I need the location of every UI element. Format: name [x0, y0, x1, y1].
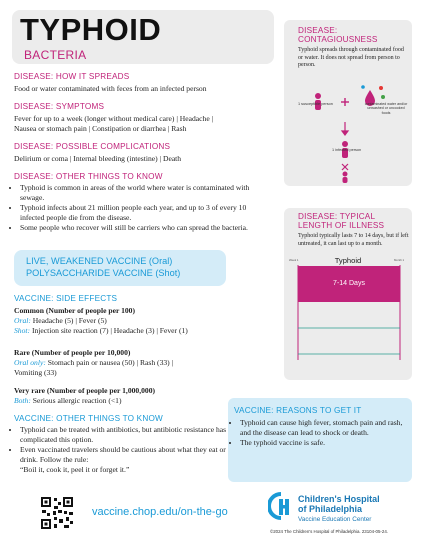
common-oral-text: Headache (5) | Fever (5)	[32, 316, 107, 325]
disease-other-list	[8, 183, 256, 234]
month-label: Month 1	[394, 258, 405, 262]
plus-icon	[341, 98, 349, 106]
title-box	[12, 10, 274, 64]
common-title: Common (Number of people per 100)	[14, 306, 135, 315]
copyright: ©2024 The Children's Hospital of Philadelphia. 23104-05-24.	[270, 529, 388, 534]
reasons-heading: VACCINE: REASONS TO GET IT	[234, 406, 362, 415]
illness-duration-label: 7-14 Days	[333, 280, 365, 287]
footer-url[interactable]: vaccine.chop.edu/on-the-go	[92, 506, 228, 518]
very-rare-line	[14, 396, 121, 406]
side-effects-heading: VACCINE: SIDE EFFECTS	[14, 294, 118, 303]
vaccine-type-shot: POLYSACCHARIDE VACCINE (Shot)	[26, 268, 181, 278]
common-oral-line	[14, 316, 107, 326]
reasons-list	[228, 418, 410, 449]
list-item: • Typhoid infects about 21 million people each year, and up to 3 of every 10 infected people die from the disease.	[20, 203, 256, 222]
label-infected: 1 infected person	[332, 148, 362, 152]
contagious-panel	[284, 20, 412, 186]
disease-other-heading: DISEASE: OTHER THINGS TO KNOW	[14, 172, 163, 181]
person-icon	[343, 172, 348, 184]
symptoms-line-2: Nausea or stomach pain | Constipation or diarrhea | Rash	[14, 124, 187, 133]
contagious-heading-1: DISEASE:	[298, 26, 338, 35]
label-water: contaminated water and/or unwashed or uncooked foods	[364, 102, 408, 115]
page-title: TYPHOID	[20, 12, 162, 47]
org-center: Vaccine Education Center	[298, 516, 372, 523]
qr-code-icon	[40, 496, 74, 530]
chop-logo-icon	[268, 492, 294, 522]
illness-text: Typhoid typically lasts 7 to 14 days, but if left untreated, it can last up to a month.	[298, 233, 409, 247]
vaccine-type-box	[14, 250, 226, 286]
no-spread-icon	[342, 164, 348, 170]
very-rare-text: Serious allergic reaction (<1)	[32, 396, 122, 405]
rare-title: Rare (Number of people per 10,000)	[14, 348, 131, 357]
rare-text-2: Vomiting (33)	[14, 368, 57, 377]
both-label: Both:	[14, 396, 31, 405]
vaccine-other-heading: VACCINE: OTHER THINGS TO KNOW	[14, 414, 163, 423]
vaccine-other-list	[8, 425, 234, 465]
vaccine-quote: “Boil it, cook it, peel it or forget it.”	[20, 465, 130, 474]
symptoms-line-1: Fever for up to a week (longer without medical care) | Headache |	[14, 114, 214, 123]
contagious-text: Typhoid spreads through contaminated food or water. It does not spread from person to person.	[298, 47, 404, 69]
common-shot-text: Injection site reaction (7) | Headache (3) | Fever (1)	[31, 326, 188, 335]
contagious-diagram	[284, 78, 412, 186]
illness-heading-1: DISEASE: TYPICAL	[298, 212, 376, 221]
very-rare-title: Very rare (Number of people per 1,000,000)	[14, 386, 156, 395]
rare-text-1: Stomach pain or nausea (50) | Rash (33) |	[47, 358, 174, 367]
arrow-down-icon	[342, 122, 348, 135]
illness-heading-2: LENGTH OF ILLNESS	[298, 221, 385, 230]
oral-only-label: Oral only:	[14, 358, 46, 367]
contagious-heading-2: CONTAGIOUSNESS	[298, 35, 378, 44]
symptoms-heading: DISEASE: SYMPTOMS	[14, 102, 105, 111]
label-susceptible: 1 susceptible person	[298, 102, 333, 106]
illness-panel	[284, 208, 412, 380]
spread-heading: DISEASE: HOW IT SPREADS	[14, 72, 130, 81]
list-item: • Some people who recover will still be carriers who can spread the bacteria.	[20, 223, 256, 233]
complications-text: Delirium or coma | Internal bleeding (intestine) | Death	[14, 154, 182, 163]
org-name-1: Children's Hospital	[298, 494, 380, 504]
rare-line	[14, 358, 173, 368]
list-item: • Even vaccinated travelers should be cautious about what they eat or drink. Follow the rule:	[20, 445, 234, 464]
spread-text: Food or water contaminated with feces from an infected person	[14, 84, 207, 93]
reasons-box	[228, 398, 412, 482]
illness-chart-title: Typhoid	[334, 256, 362, 265]
common-shot-line	[14, 326, 188, 336]
list-item: • Typhoid can be treated with antibiotics, but antibiotic resistance has complicated this option.	[20, 425, 234, 444]
list-item: • The typhoid vaccine is safe.	[240, 438, 410, 448]
list-item: • Typhoid is common in areas of the world where water is contaminated with sewage.	[20, 183, 256, 202]
oral-label: Oral:	[14, 316, 31, 325]
list-item: • Typhoid can cause high fever, stomach pain and rash, and the disease can lead to shock or death.	[240, 418, 410, 437]
page-subtitle: BACTERIA	[24, 48, 87, 62]
shot-label: Shot:	[14, 326, 31, 335]
complications-heading: DISEASE: POSSIBLE COMPLICATIONS	[14, 142, 171, 151]
org-name-2: of Philadelphia	[298, 504, 363, 514]
week-label: Week 1	[289, 258, 299, 262]
vaccine-type-oral: LIVE, WEAKENED VACCINE (Oral)	[26, 256, 173, 266]
